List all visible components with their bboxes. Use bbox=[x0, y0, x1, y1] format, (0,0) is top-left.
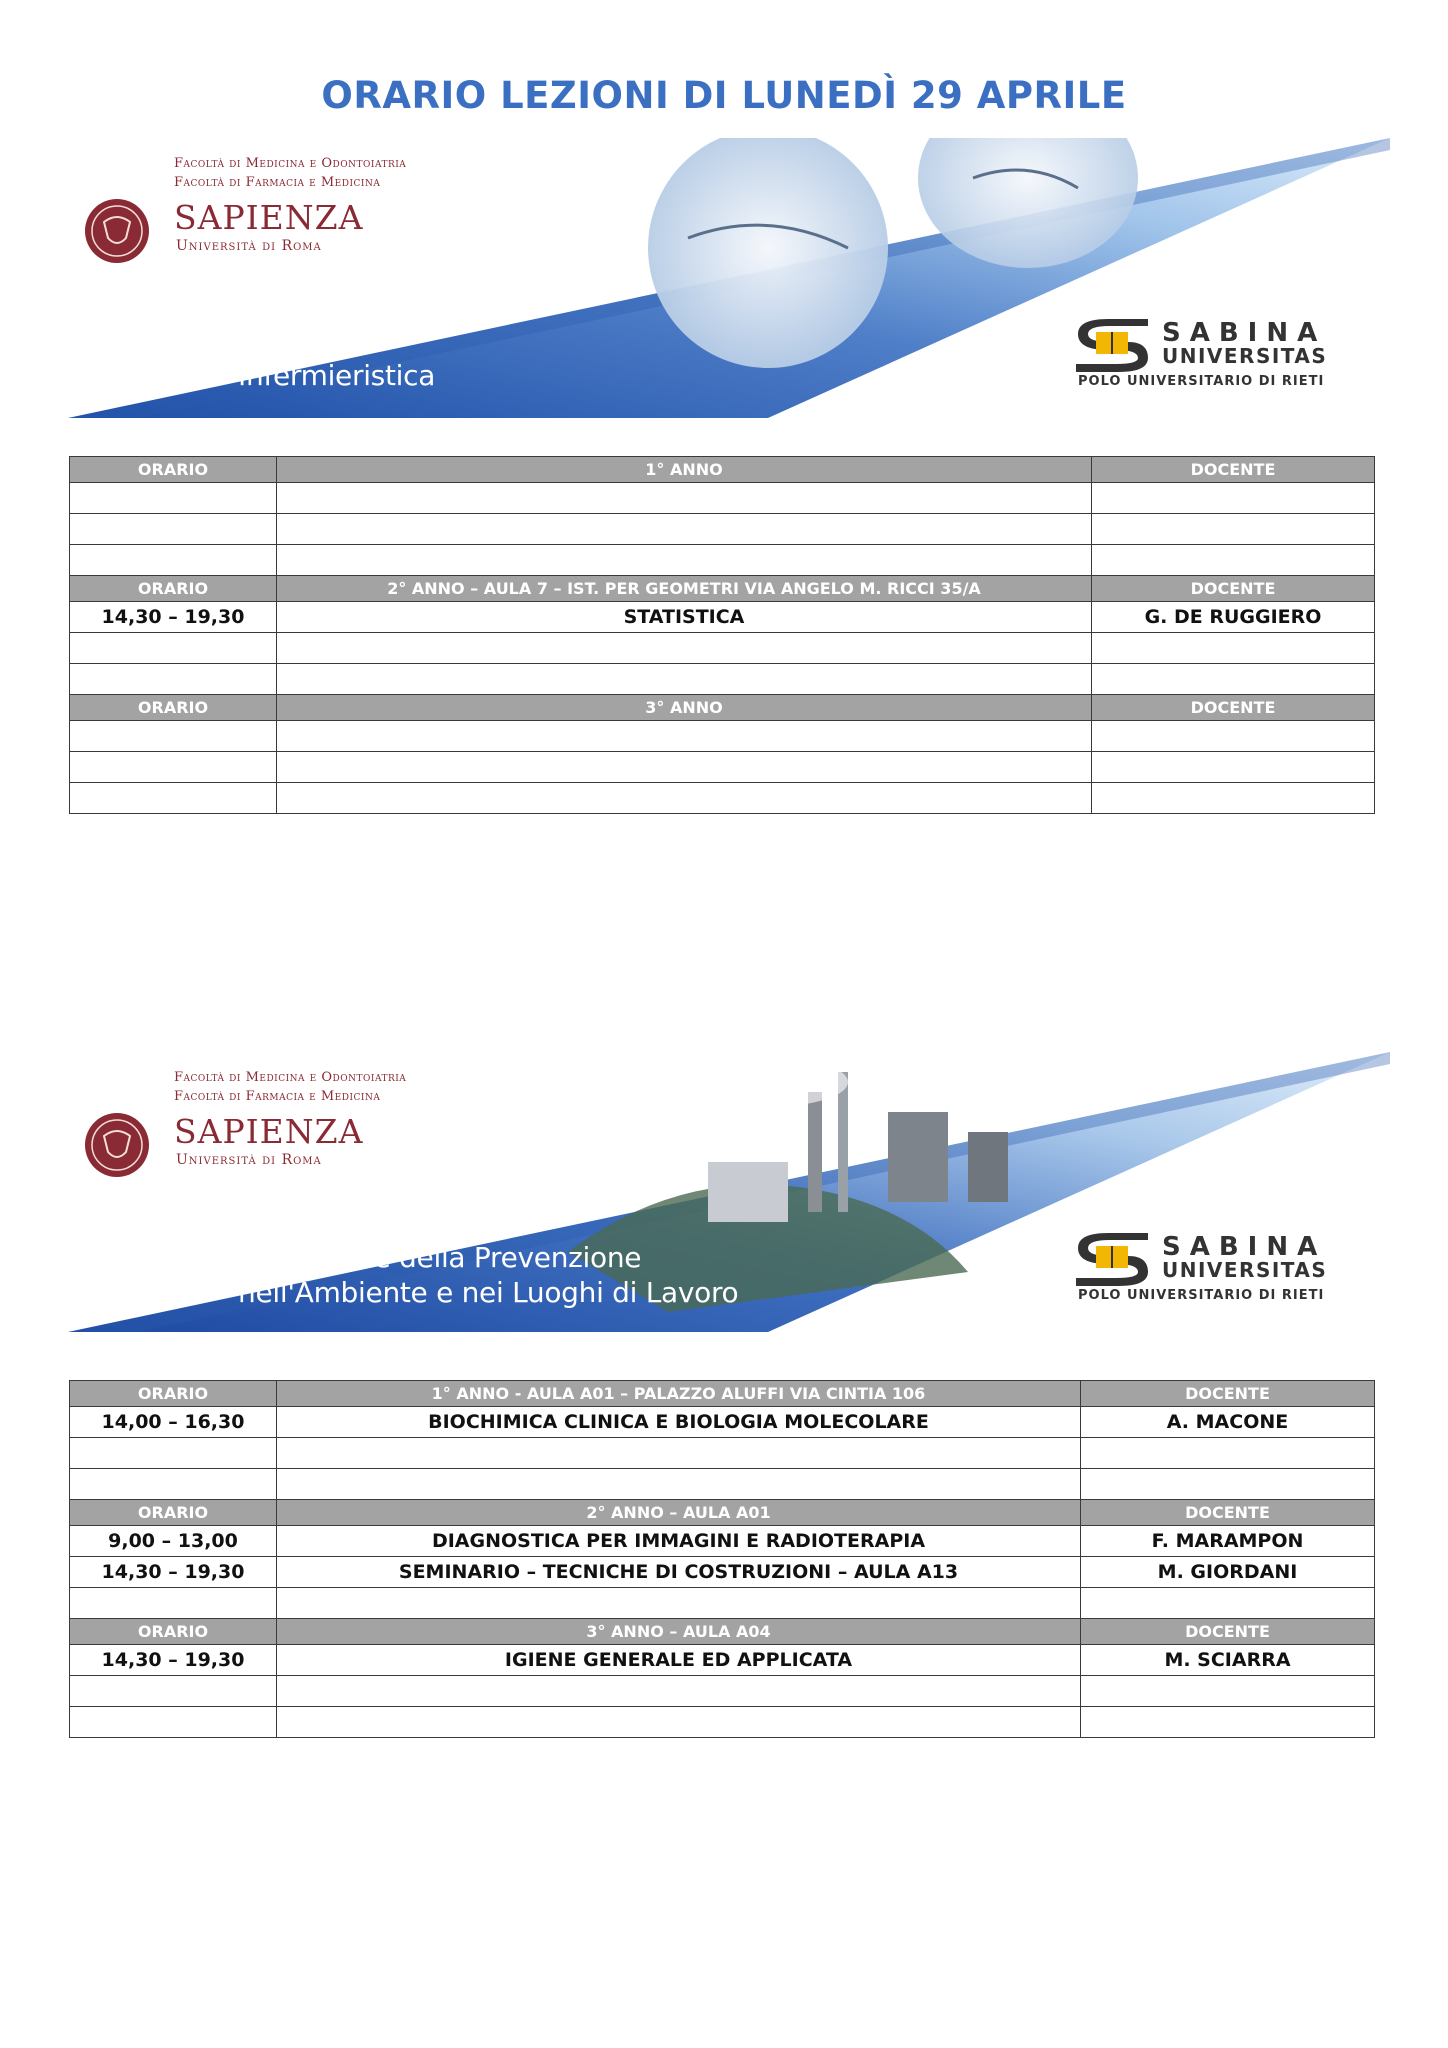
page-title: ORARIO LEZIONI DI LUNEDÌ 29 APRILE bbox=[321, 74, 1127, 117]
cell-orario bbox=[70, 1676, 277, 1707]
table-row bbox=[70, 545, 1375, 576]
table-row bbox=[70, 514, 1375, 545]
header-docente: DOCENTE bbox=[1092, 576, 1375, 602]
universitas-word: UNIVERSITAS bbox=[1162, 344, 1328, 368]
cell-subject: IGIENE GENERALE ED APPLICATA bbox=[277, 1645, 1081, 1676]
cell-subject bbox=[277, 1469, 1081, 1500]
cell-docente bbox=[1092, 545, 1375, 576]
cell-orario bbox=[70, 514, 277, 545]
faculty-line-2: Facoltà di Farmacia e Medicina bbox=[174, 1089, 381, 1104]
cell-orario: 14,30 – 19,30 bbox=[70, 1557, 277, 1588]
cell-docente bbox=[1092, 721, 1375, 752]
header-docente: DOCENTE bbox=[1081, 1381, 1375, 1407]
sapienza-seal-icon bbox=[84, 198, 150, 264]
banner-infermieristica bbox=[68, 138, 1390, 418]
cell-subject: STATISTICA bbox=[277, 602, 1092, 633]
cell-docente: M. SCIARRA bbox=[1081, 1645, 1375, 1676]
cell-orario bbox=[70, 1588, 277, 1619]
cell-orario bbox=[70, 545, 277, 576]
cell-docente bbox=[1081, 1707, 1375, 1738]
course-line-1: Tecniche della Prevenzione bbox=[272, 1241, 642, 1274]
cell-docente bbox=[1081, 1676, 1375, 1707]
cell-orario: 14,00 – 16,30 bbox=[70, 1407, 277, 1438]
table-row bbox=[70, 1438, 1375, 1469]
header-docente: DOCENTE bbox=[1092, 695, 1375, 721]
cell-subject: BIOCHIMICA CLINICA E BIOLOGIA MOLECOLARE bbox=[277, 1407, 1081, 1438]
cell-orario bbox=[70, 1469, 277, 1500]
table-row bbox=[70, 1557, 1375, 1588]
table-row bbox=[70, 483, 1375, 514]
header-year: 1° ANNO bbox=[277, 457, 1092, 483]
sabina-universitas-logo bbox=[1068, 1228, 1368, 1308]
cell-subject bbox=[277, 1588, 1081, 1619]
cell-docente bbox=[1092, 514, 1375, 545]
header-orario: ORARIO bbox=[70, 695, 277, 721]
cell-docente bbox=[1092, 752, 1375, 783]
cell-subject bbox=[277, 783, 1092, 814]
table-row bbox=[70, 633, 1375, 664]
polo-universitario: POLO UNIVERSITARIO DI RIETI bbox=[1078, 374, 1325, 389]
cell-orario: 14,30 – 19,30 bbox=[70, 1645, 277, 1676]
university-name: SAPIENZA bbox=[174, 1112, 364, 1151]
cell-orario: 14,30 – 19,30 bbox=[70, 602, 277, 633]
course-line-1: Infermieristica bbox=[238, 359, 436, 392]
header-year: 1° ANNO - AULA A01 – PALAZZO ALUFFI VIA CINTIA 106 bbox=[277, 1381, 1081, 1407]
cell-subject bbox=[277, 664, 1092, 695]
faculty-line-1: Facoltà di Medicina e Odontoiatria bbox=[174, 156, 407, 171]
header-orario: ORARIO bbox=[70, 1381, 277, 1407]
cell-docente bbox=[1081, 1588, 1375, 1619]
table-row bbox=[70, 783, 1375, 814]
cell-subject: DIAGNOSTICA PER IMMAGINI E RADIOTERAPIA bbox=[277, 1526, 1081, 1557]
cell-subject bbox=[277, 1707, 1081, 1738]
section-header-row bbox=[70, 457, 1375, 483]
table-row bbox=[70, 752, 1375, 783]
cell-orario bbox=[70, 1438, 277, 1469]
university-subtitle: Università di Roma bbox=[176, 238, 322, 254]
sabina-book-icon bbox=[1068, 314, 1158, 374]
cell-orario bbox=[70, 783, 277, 814]
header-year: 2° ANNO – AULA 7 – IST. PER GEOMETRI VIA ANGELO M. RICCI 35/A bbox=[277, 576, 1092, 602]
cell-docente bbox=[1081, 1438, 1375, 1469]
cell-subject bbox=[277, 1438, 1081, 1469]
table-row bbox=[70, 1588, 1375, 1619]
sapienza-seal-icon bbox=[84, 1112, 150, 1178]
schedule-table-tecniche-prevenzione bbox=[69, 1380, 1375, 1738]
cell-orario bbox=[70, 721, 277, 752]
table-row bbox=[70, 1469, 1375, 1500]
cell-subject bbox=[277, 721, 1092, 752]
cell-docente: A. MACONE bbox=[1081, 1407, 1375, 1438]
cell-docente: M. GIORDANI bbox=[1081, 1557, 1375, 1588]
faculty-line-1: Facoltà di Medicina e Odontoiatria bbox=[174, 1070, 407, 1085]
cell-docente: F. MARAMPON bbox=[1081, 1526, 1375, 1557]
table-row bbox=[70, 1645, 1375, 1676]
section-header-row bbox=[70, 695, 1375, 721]
cell-subject: SEMINARIO – TECNICHE DI COSTRUZIONI – AULA A13 bbox=[277, 1557, 1081, 1588]
table-row bbox=[70, 1676, 1375, 1707]
cell-subject bbox=[277, 514, 1092, 545]
banner-tecniche-prevenzione bbox=[68, 1052, 1390, 1332]
header-orario: ORARIO bbox=[70, 1619, 277, 1645]
schedule-table-infermieristica bbox=[69, 456, 1375, 814]
table-row bbox=[70, 602, 1375, 633]
cell-subject bbox=[277, 483, 1092, 514]
table-row bbox=[70, 1526, 1375, 1557]
university-subtitle: Università di Roma bbox=[176, 1152, 322, 1168]
cell-docente bbox=[1081, 1469, 1375, 1500]
cell-orario bbox=[70, 664, 277, 695]
course-name bbox=[238, 358, 435, 393]
header-orario: ORARIO bbox=[70, 1500, 277, 1526]
section-header-row bbox=[70, 576, 1375, 602]
header-orario: ORARIO bbox=[70, 576, 277, 602]
faculty-line-2: Facoltà di Farmacia e Medicina bbox=[174, 175, 381, 190]
section-header-row bbox=[70, 1500, 1375, 1526]
table-row bbox=[70, 721, 1375, 752]
cell-orario bbox=[70, 483, 277, 514]
sabina-word: SABINA bbox=[1162, 1232, 1327, 1262]
header-docente: DOCENTE bbox=[1081, 1619, 1375, 1645]
cell-orario bbox=[70, 633, 277, 664]
header-year: 2° ANNO – AULA A01 bbox=[277, 1500, 1081, 1526]
header-orario: ORARIO bbox=[70, 457, 277, 483]
cell-subject bbox=[277, 633, 1092, 664]
cell-orario bbox=[70, 1707, 277, 1738]
sabina-universitas-logo bbox=[1068, 314, 1368, 394]
cell-orario bbox=[70, 752, 277, 783]
course-line-2: nell'Ambiente e nei Luoghi di Lavoro bbox=[238, 1276, 739, 1309]
cell-subject bbox=[277, 1676, 1081, 1707]
table-row bbox=[70, 1707, 1375, 1738]
faculty-names bbox=[174, 1068, 406, 1106]
cell-docente bbox=[1092, 483, 1375, 514]
sabina-word: SABINA bbox=[1162, 318, 1327, 348]
cell-docente bbox=[1092, 633, 1375, 664]
cell-orario: 9,00 – 13,00 bbox=[70, 1526, 277, 1557]
polo-universitario: POLO UNIVERSITARIO DI RIETI bbox=[1078, 1288, 1325, 1303]
header-docente: DOCENTE bbox=[1081, 1500, 1375, 1526]
sabina-book-icon bbox=[1068, 1228, 1158, 1288]
faculty-names bbox=[174, 154, 406, 192]
universitas-word: UNIVERSITAS bbox=[1162, 1258, 1328, 1282]
table-row bbox=[70, 1407, 1375, 1438]
cell-docente: G. DE RUGGIERO bbox=[1092, 602, 1375, 633]
header-year: 3° ANNO – AULA A04 bbox=[277, 1619, 1081, 1645]
cell-subject bbox=[277, 545, 1092, 576]
section-header-row bbox=[70, 1619, 1375, 1645]
course-name bbox=[238, 1240, 738, 1310]
table-row bbox=[70, 664, 1375, 695]
section-header-row bbox=[70, 1381, 1375, 1407]
cell-docente bbox=[1092, 664, 1375, 695]
header-year: 3° ANNO bbox=[277, 695, 1092, 721]
university-name: SAPIENZA bbox=[174, 198, 364, 237]
cell-subject bbox=[277, 752, 1092, 783]
header-docente: DOCENTE bbox=[1092, 457, 1375, 483]
cell-docente bbox=[1092, 783, 1375, 814]
